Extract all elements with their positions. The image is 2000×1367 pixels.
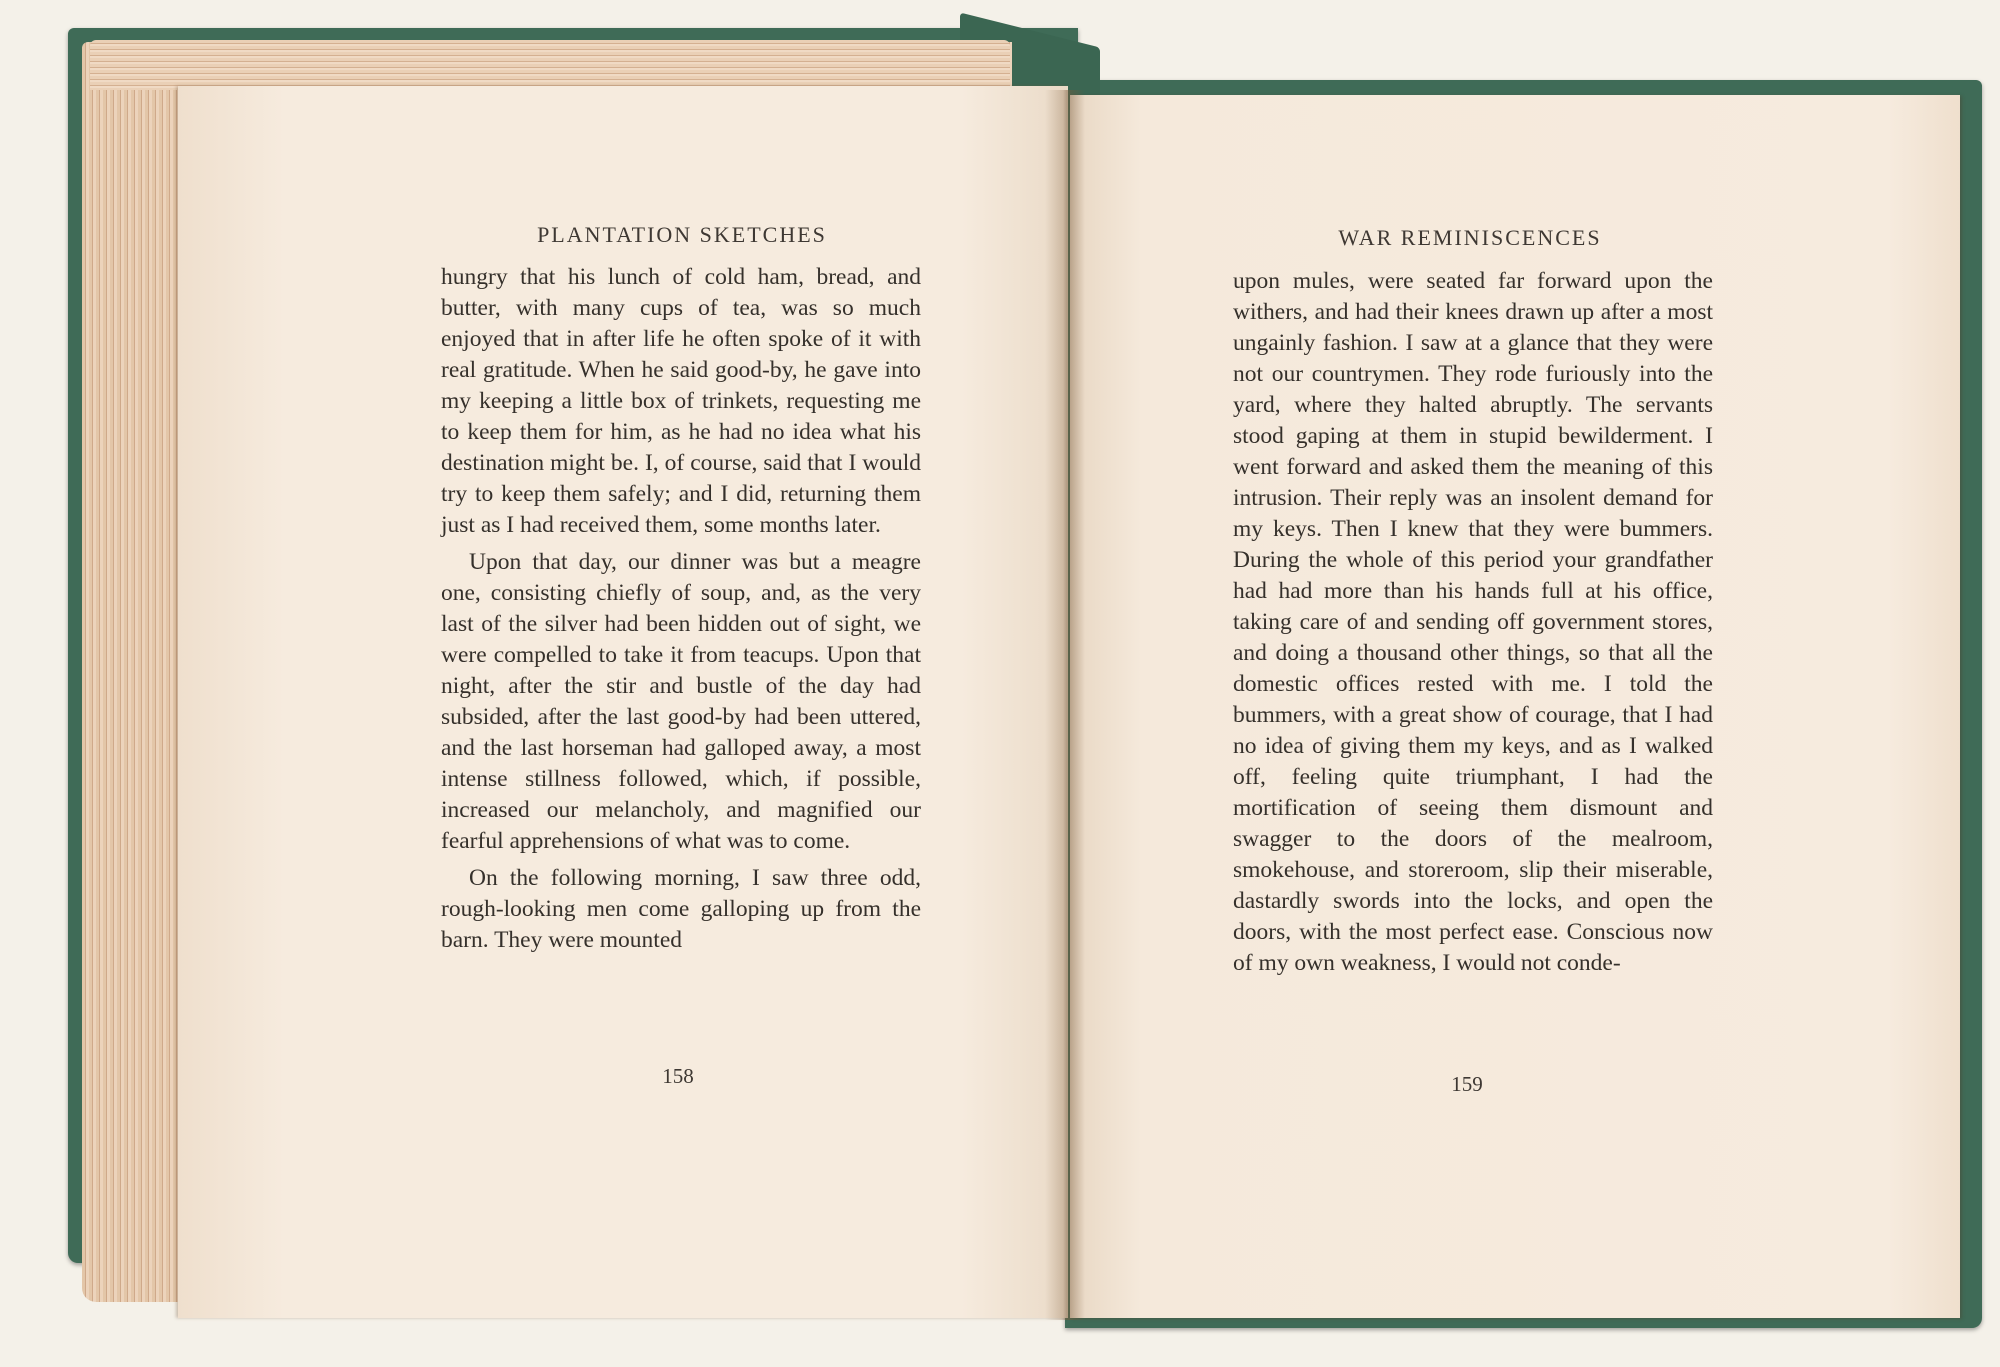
left-text-block: [441, 262, 921, 956]
paragraph: upon mules, were seated far forward upon the withers, and had their knees drawn up after a most ungainly fashion. I saw at a glance that they were not our countrymen. They rode furiously into the yard, where they halted abruptly. The servants stood gaping at them in stupid bewilderment. I went forward and asked them the meaning of this intrusion. Their reply was an insolent demand for my keys. Then I knew that they were bummers. During the whole of this period your grandfather had had more than his hands full at his office, taking care of and sending off government stores, and doing a thousand other things, so that all the domestic offices rested with me. I told the bummers, with a great show of courage, that I had no idea of giving them my keys, and as I walked off, feeling quite triumphant, I had the mortification of seeing them dismount and swagger to the doors of the mealroom, smokehouse, and storeroom, slip their miserable, dastardly swords into the locks, and open the doors, with the most perfect ease. Conscious now of my own weakness, I would not conde-: [1233, 268, 1713, 976]
left-running-head: PLANTATION SKETCHES: [537, 222, 827, 247]
page-edges-top: [90, 40, 1010, 90]
right-text-block: [1233, 266, 1713, 979]
right-page-number: 159: [1451, 1072, 1483, 1096]
paragraph: Upon that day, our dinner was but a meagre one, consisting chiefly of soup, and, as the very last of the silver had been hidden out of sight, we were compelled to take it from teacups. Upon that night, after the stir and bustle of the day had subsided, after the last good-by had been uttered, and the last horseman had galloped away, a most intense stillness followed, which, if possible, increased our melancholy, and magnified our fearful apprehensions of what was to come.: [441, 549, 921, 854]
left-page-number: 158: [662, 1064, 694, 1088]
paragraph: hungry that his lunch of cold ham, bread, and butter, with many cups of tea, was so much enjoyed that in after life he often spoke of it with real gratitude. When he said good-by, he gave into my keeping a little box of trinkets, requesting me to keep them for him, as he had no idea what his destination might be. I, of course, said that I would try to keep them safely; and I did, returning them just as I had received them, some months later.: [441, 264, 921, 538]
paragraph: On the following morning, I saw three odd, rough-looking men come galloping up from the barn. They were mounted: [441, 865, 921, 953]
gutter: [1045, 90, 1085, 1320]
right-running-head: WAR REMINISCENCES: [1338, 225, 1602, 250]
